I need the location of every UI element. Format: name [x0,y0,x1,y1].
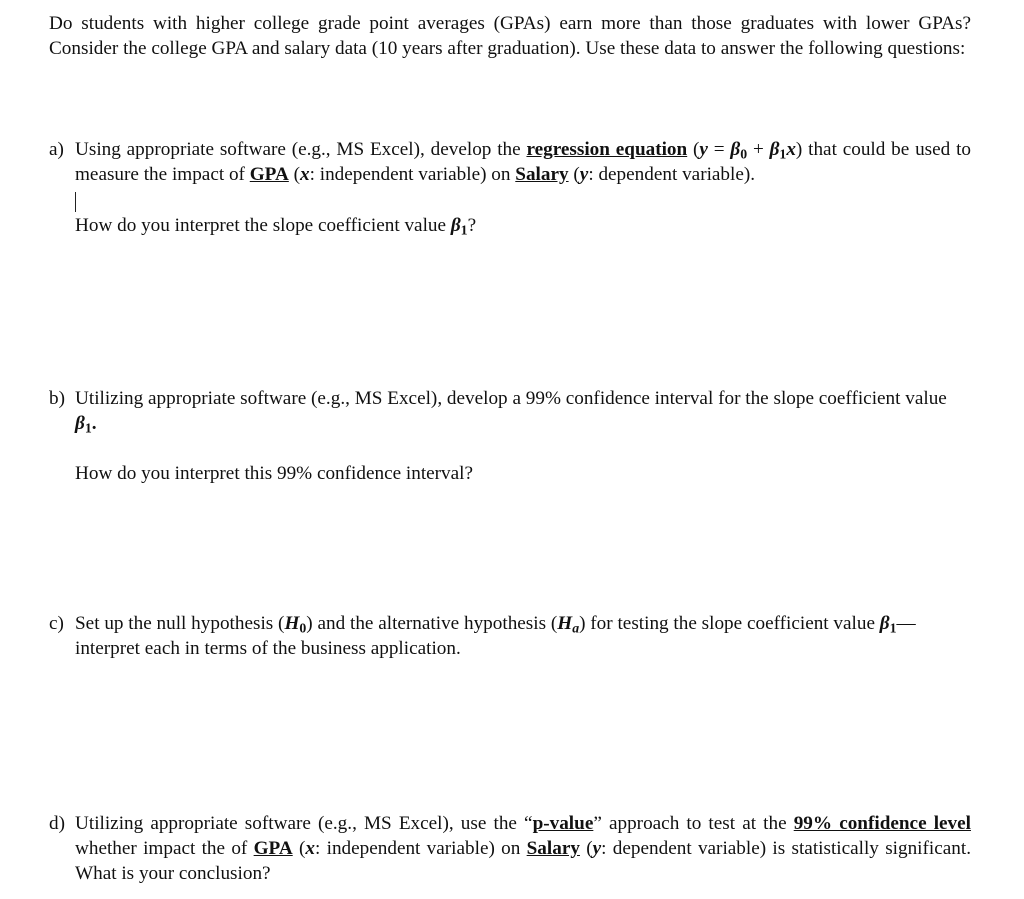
regression-equation-term: regression equation [526,139,688,160]
confidence-level-term: 99% confidence level [793,813,971,834]
question-a-label: a) [49,139,64,160]
p-value-term: p-value [532,813,594,834]
gpa-term: GPA [249,164,289,185]
question-a [49,137,971,238]
salary-term: Salary [526,838,580,859]
question-b-text: Utilizing appropriate software (e.g., MS Excel), develop a 99% confidence interval for the slope coefficient value $\beta_1$. [75,388,947,436]
intro-paragraph: Do students with higher college grade point averages (GPAs) earn more than those graduates with lower GPAs? Consider the college GPA and salary data (10 years after graduation). Use these data to answer the following questions: [49,13,971,59]
question-d-text: Utilizing appropriate software (e.g., MS Excel), use the “p-value” approach to test at the 99% confidence level whether impact the of GPA (x: independent variable) on Salary (y: dependent variable) is statistically significant. What is your conclusion? [75,813,971,884]
question-a-interpret: How do you interpret the slope coefficient value $\beta_1$? [75,215,477,238]
text-cursor[interactable] [75,192,76,212]
question-c-label: c) [49,613,64,634]
question-b [49,386,971,486]
question-d-label: d) [49,813,65,834]
question-d [49,811,971,886]
salary-term: Salary [515,164,569,185]
question-b-label: b) [49,388,65,409]
question-b-interpret: How do you interpret this 99% confidence interval? [75,463,474,484]
question-c [49,611,971,661]
question-c-text: Set up the null hypothesis $(H_0)$ and the alternative hypothesis $(H_a)$ for testing the slope coefficient value $\beta_1—interpret$ each in terms of the business application. [75,613,916,659]
gpa-term: GPA [253,838,293,859]
question-a-text: Using appropriate software (e.g., MS Excel), develop the regression equation $(y = \beta_0 + \beta_1x)$ that could be used to measure the impact of GPA (x: independent variable) on Salary (y: dependent variable). [75,139,971,185]
